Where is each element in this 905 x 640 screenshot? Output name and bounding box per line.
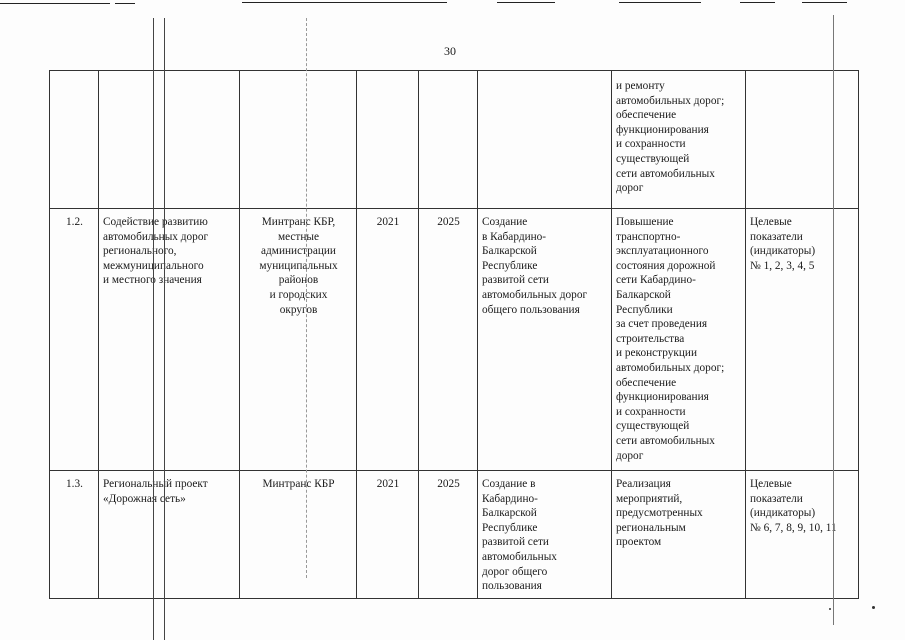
row-number-cell: 1.2. <box>50 209 99 471</box>
effect-cell: Повышение транспортно- эксплуатационного состояния дорожной сети Кабардино- Балкарской Республики за счет проведения строительства и реконструкции автомобильных дорог; обеспечение функционирования и сохранности существующей сети автомобильных дорог <box>612 209 746 471</box>
program-measures-table <box>49 70 859 599</box>
start-year-cell <box>357 71 419 209</box>
measure-name-cell <box>99 71 240 209</box>
executor-cell: Минтранс КБР, местные администрации муниципальных районов и городских округов <box>240 209 357 471</box>
start-year-cell: 2021 <box>357 209 419 471</box>
scan-artifact <box>242 2 447 3</box>
scan-speck <box>829 608 831 610</box>
expected-result-cell <box>478 71 612 209</box>
scan-fold-line <box>153 18 154 640</box>
indicators-cell <box>746 71 859 209</box>
effect-cell: Реализация мероприятий, предусмотренных региональным проектом <box>612 471 746 599</box>
table-row <box>50 209 859 471</box>
scan-fold-line <box>833 15 834 625</box>
scan-fold-line <box>164 18 165 640</box>
scan-artifact <box>740 2 775 3</box>
scan-artifact <box>497 2 555 3</box>
executor-cell: Минтранс КБР <box>240 471 357 599</box>
scan-artifact <box>115 3 135 4</box>
scan-speck <box>872 606 875 609</box>
measure-name-cell: Содействие развитию автомобильных дорог регионального, межмуниципального и местного значения <box>99 209 240 471</box>
start-year-cell: 2021 <box>357 471 419 599</box>
table-row <box>50 471 859 599</box>
executor-cell <box>240 71 357 209</box>
scan-artifact <box>619 2 701 3</box>
table-row <box>50 71 859 209</box>
end-year-cell: 2025 <box>419 471 478 599</box>
measure-name-cell: Региональный проект «Дорожная сеть» <box>99 471 240 599</box>
indicators-cell: Целевые показатели (индикаторы) № 6, 7, 8, 9, 10, 11 <box>746 471 859 599</box>
row-number-cell: 1.3. <box>50 471 99 599</box>
end-year-cell: 2025 <box>419 209 478 471</box>
end-year-cell <box>419 71 478 209</box>
scan-artifact <box>802 2 847 3</box>
expected-result-cell: Создание в Кабардино- Балкарской Республике развитой сети автомобильных дорог общего пользования <box>478 471 612 599</box>
indicators-cell: Целевые показатели (индикаторы) № 1, 2, 3, 4, 5 <box>746 209 859 471</box>
scan-fold-line <box>306 18 307 578</box>
row-number-cell <box>50 71 99 209</box>
expected-result-cell: Создание в Кабардино- Балкарской Республике развитой сети автомобильных дорог общего пользования <box>478 209 612 471</box>
page-number: 30 <box>444 44 456 58</box>
scan-artifact <box>0 3 110 4</box>
effect-cell: и ремонту автомобильных дорог; обеспечение функционирования и сохранности существующей сети автомобильных дорог <box>612 71 746 209</box>
